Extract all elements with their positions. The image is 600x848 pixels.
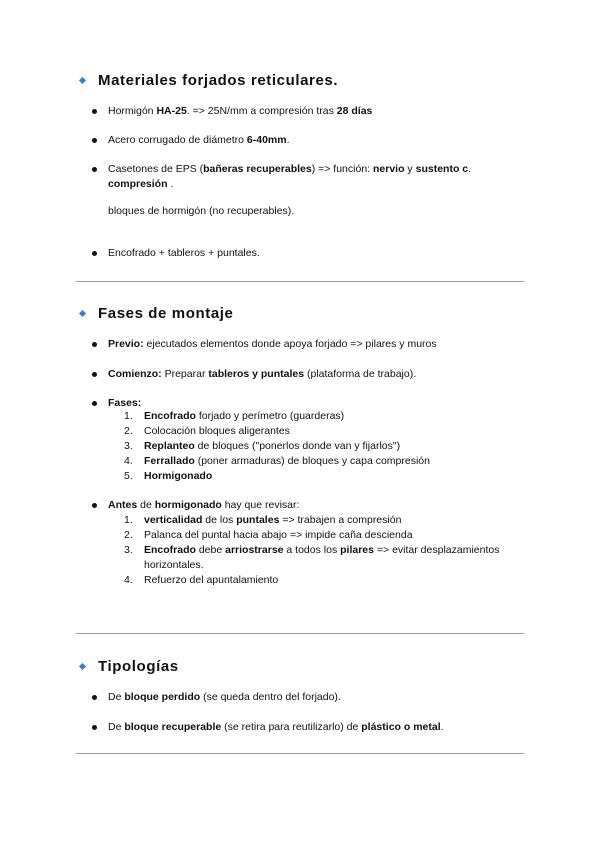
ordered-list-item: 1. verticalidad de los puntales => trabajen a compresión [124,514,402,526]
ordered-list-item: 1. Encofrado forjado y perímetro (guarderas) [124,410,345,422]
list-item: De bloque perdido (se queda dentro del forjado). [92,690,520,705]
diamond-bullet-icon [79,310,86,317]
ordered-list-item: 2. Colocación bloques aligerantes [124,425,290,437]
list-item: Fases: [92,396,520,411]
divider [76,633,524,634]
list-item: Antes de hormigonado hay que revisar: [92,498,520,513]
bullet-icon [92,401,97,406]
list-item: Comienzo: Preparar tableros y puntales (plataforma de trabajo). [92,367,520,382]
bullet-icon [92,109,97,114]
list-item: Hormigón HA-25. => 25N/mm a compresión tras 28 días [92,104,520,119]
section-title-materiales [78,72,338,89]
ordered-list-item: 5. Hormigonado [124,470,213,482]
ordered-list-fases [124,409,530,484]
ordered-list-item: 3. Replanteo de bloques ("ponerlos donde van y fijarlos") [124,440,401,452]
list-item: Encofrado + tableros + puntales. [92,246,520,261]
list-item: Casetones de EPS (bañeras recuperables) => función: nervio y sustento c. compresión . [92,162,520,192]
bullet-icon [92,503,97,508]
list-item: Acero corrugado de diámetro 6-40mm. [92,133,520,148]
ordered-list-item: 4. Ferrallado (poner armaduras) de bloques y capa compresión [124,455,430,467]
section-title-text: Fases de montaje [98,305,234,322]
divider [76,281,524,282]
ordered-list-item: 3. Encofrado debe arriostrarse a todos los pilares => evitar desplazamientos horizontales. [124,544,500,571]
diamond-bullet-icon [79,663,86,670]
list-item: Previo: ejecutados elementos donde apoya forjado => pilares y muros [92,337,520,352]
section-title-tipologias [78,658,179,675]
divider [76,753,524,754]
bullet-icon [92,167,97,172]
list-item: De bloque recuperable (se retira para reutilizarlo) de plástico o metal. [92,720,520,735]
bullet-icon [92,725,97,730]
bullet-icon [92,695,97,700]
section-title-fases [78,305,233,322]
section-title-text: Materiales forjados reticulares. [98,72,339,89]
bullet-icon [92,342,97,347]
bullet-icon [92,138,97,143]
diamond-bullet-icon [79,77,86,84]
list-item-note: bloques de hormigón (no recuperables). [108,205,295,217]
section-title-text: Tipologías [98,658,179,675]
ordered-list-revisar [124,513,530,588]
ordered-list-item: 4. Refuerzo del apuntalamiento [124,574,279,586]
ordered-list-item: 2. Palanca del puntal hacia abajo => impide caña descienda [124,529,413,541]
bullet-icon [92,372,97,377]
bullet-icon [92,251,97,256]
